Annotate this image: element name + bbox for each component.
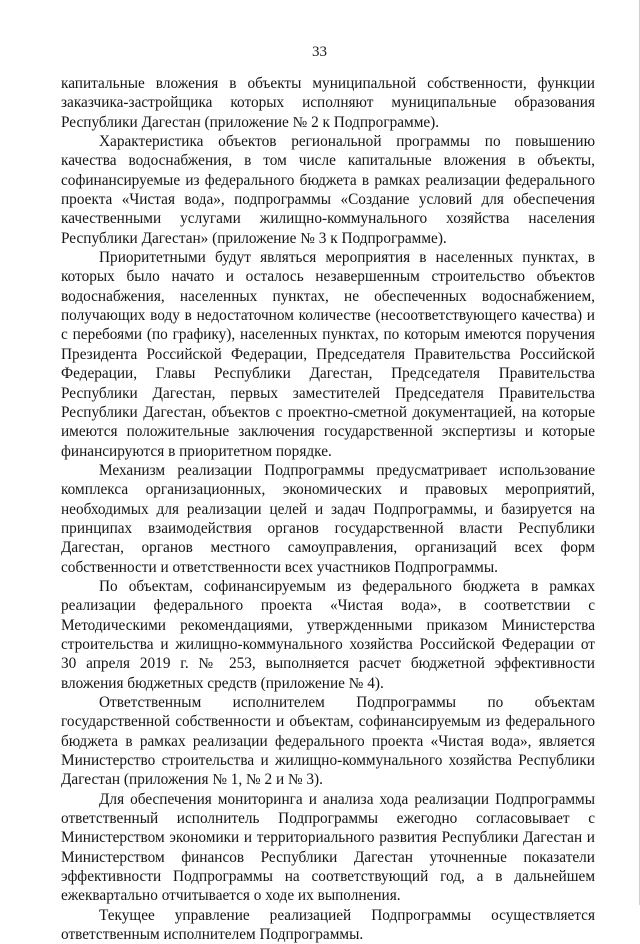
paragraph-water-supply-characteristics: Характеристика объектов региональной программы по повышению качества водоснабжения, в том числе капитальные вложения в объекты, софинансируемые из федерального бюджета в рамках реализации федерального проекта «Чистая вода», подпрограммы «Создание условий для обеспечения качественными услугами жилищно-коммунального хозяйства населения Республики Дагестан» (приложение № 3 к Подпрограмме).	[61, 133, 595, 247]
paragraph-monitoring: Для обеспечения мониторинга и анализа хода реализации Подпрограммы ответственный исполнитель Подпрограммы ежегодно согласовывает с Министерством экономики и территориального развития Республики Дагестан и Министерством финансов Республики Дагестан уточненные показатели эффективности Подпрограммы на соответствующий год, а в дальнейшем ежеквартально отчитывается о ходе их выполнения.	[61, 790, 595, 905]
paragraph-implementation-mechanism: Механизм реализации Подпрограммы предусматривает использование комплекса организационных, экономических и правовых мероприятий, необходимых для реализации целей и задач Подпрограммы, и базируется на принципах взаимодействия органов государственной власти Республики Дагестан, органов местного самоуправления, организаций всех форм собственности и ответственности всех участников Подпрограммы.	[61, 461, 595, 576]
paragraph-priority-measures: Приоритетными будут являться мероприятия в населенных пунктах, в которых было начато и осталось незавершенным строительство объектов водоснабжения, населенных пунктах, не обеспеченных водоснабжением, получающих воду в недостаточном количестве (несоответствующего качества) и с перебоями (по графику), населенных пунктах, по которым имеются поручения Президента Российской Федерации, Председателя Правительства Российской Федерации, Главы Республики Дагестан, Председателя Правительства Республики Дагестан, первых заместителей Председателя Правительства Республики Дагестан, объектов с проектно-сметной документацией, на которые имеются положительные заключения государственной экспертизы и которые финансируются в приоритетном порядке.	[61, 249, 595, 460]
paragraph-capital-investments-continuation: капитальные вложения в объекты муниципальной собственности, функции заказчика-застройщика которых исполняют муниципальные образования Республики Дагестан (приложение № 2 к Подпрограмме).	[61, 75, 595, 131]
body-text	[61, 74, 595, 944]
paragraph-budget-efficiency: По объектам, софинансируемым из федерального бюджета в рамках реализации федерального проекта «Чистая вода», в соответствии с Методическими рекомендациями, утвержденными приказом Министерства строительства и жилищно-коммунального хозяйства Российской Федерации от 30 апреля 2019 г. № 253, выполняется расчет бюджетной эффективности вложения бюджетных средств (приложение № 4).	[61, 577, 595, 692]
page-number: 33	[312, 44, 327, 60]
paragraph-current-management: Текущее управление реализацией Подпрограммы осуществляется ответственным исполнителем Подпрограммы.	[61, 906, 595, 944]
paragraph-responsible-executor: Ответственным исполнителем Подпрограммы по объектам государственной собственности и объектам, софинансируемым из федерального бюджета в рамках реализации федерального проекта «Чистая вода», является Министерство строительства и жилищно-коммунального хозяйства Республики Дагестан (приложения № 1, № 2 и № 3).	[61, 694, 595, 789]
